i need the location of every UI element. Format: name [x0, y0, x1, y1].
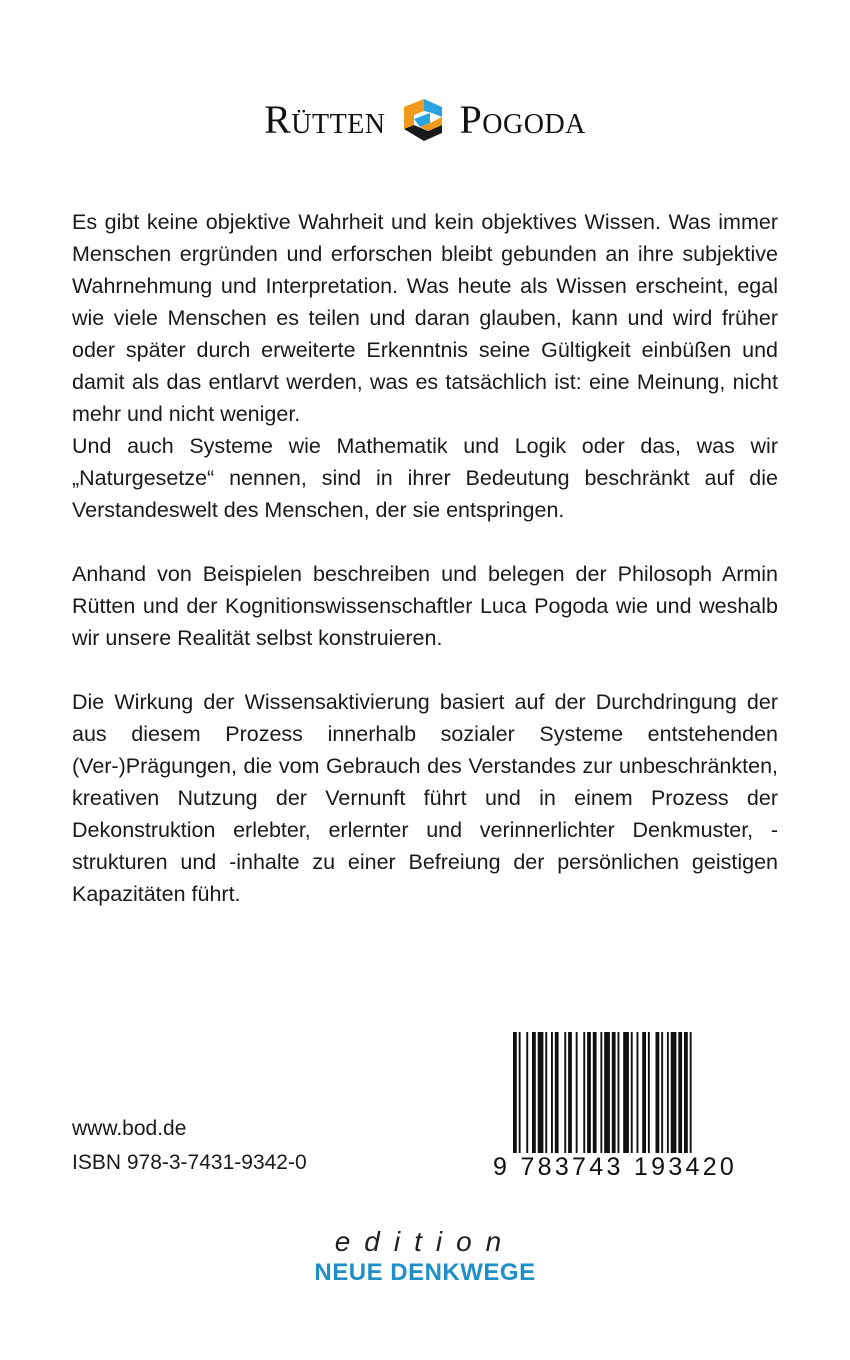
blurb-paragraph-1-part-2: Und auch Systeme wie Mathematik und Logik oder das, was wir „Naturgesetze“ nennen, sind in ihrer Bedeutung beschränkt auf die Verstandeswelt des Menschen, der sie entspringen. — [72, 434, 778, 522]
barcode-bar — [671, 1032, 677, 1154]
barcode-bar — [568, 1032, 572, 1154]
barcode-bar — [532, 1032, 536, 1154]
barcode-bar — [564, 1032, 566, 1154]
edition-word: edition — [334, 1226, 516, 1257]
barcode-bar — [684, 1032, 688, 1154]
barcode-bar — [623, 1032, 629, 1154]
barcode-bar — [612, 1032, 616, 1154]
blurb-paragraph-1-part-1: Es gibt keine objektive Wahrheit und kein objektives Wissen. Was immer Menschen ergründen und erforschen bleibt gebunden an ihre subjektive Wahrnehmung und Interpretation. Was heute als Wissen erscheint, egal wie viele Menschen es teilen und daran glauben, kann und wird früher oder später durch erweiterte Erkenntnis seine Gültigkeit einbüßen und damit als das entlarvt werden, was es tatsächlich ist: eine Meinung, nicht mehr und nicht weniger. — [72, 210, 778, 426]
barcode-bar — [642, 1032, 646, 1154]
barcode-bar — [637, 1032, 639, 1154]
barcode-bar — [587, 1032, 591, 1154]
barcode-bar — [538, 1032, 544, 1154]
cover-header — [0, 96, 850, 143]
barcode-bar — [583, 1032, 585, 1154]
barcode-bar — [661, 1032, 663, 1154]
barcode-bar — [545, 1032, 547, 1154]
barcode-bar — [593, 1032, 597, 1154]
blurb-text — [72, 206, 778, 942]
barcode-bar — [513, 1032, 517, 1154]
publisher-website: www.bod.de — [72, 1117, 187, 1140]
blurb-paragraph-2 — [72, 558, 778, 654]
edition-series-name: NEUE DENKWEGE — [314, 1259, 536, 1286]
barcode-bar — [519, 1032, 521, 1154]
barcode-bar — [604, 1032, 610, 1154]
author-name-pogoda: Pogoda — [459, 97, 586, 142]
edition-mark — [0, 1226, 850, 1288]
barcode-bar — [690, 1032, 692, 1154]
barcode-bar — [631, 1032, 633, 1154]
barcode-digits: 9 783743 193420 — [493, 1153, 738, 1181]
barcode-bar — [600, 1032, 602, 1154]
blurb-paragraph-3-text: Die Wirkung der Wissensaktivierung basiert auf der Durchdringung der aus diesem Prozess innerhalb sozialer Systeme entstehenden (Ver-)Prägungen, die vom Gebrauch des Verstandes zur unbeschränkten, kreativen Nutzung der Vernunft führt und in einem Prozess der Dekonstruktion erlebter, erlernter und verinnerlichter Denkmuster, -strukturen und -inhalte zu einer Befreiung der persönlichen geistigen Kapazitäten führt. — [72, 690, 778, 906]
barcode-bar — [648, 1032, 650, 1154]
blurb-paragraph-1 — [72, 206, 778, 526]
isbn-text: ISBN 978-3-7431-9342-0 — [72, 1151, 307, 1174]
barcode-bar — [576, 1032, 578, 1154]
barcode-bar — [678, 1032, 682, 1154]
blurb-paragraph-3 — [72, 686, 778, 910]
publisher-info — [72, 1112, 307, 1180]
cube-logo-icon — [400, 97, 446, 143]
blurb-paragraph-2-text: Anhand von Beispielen beschreiben und belegen der Philosoph Armin Rütten und der Kognitionswissenschaftler Luca Pogoda wie und weshalb wir unsere Realität selbst konstruieren. — [72, 562, 778, 650]
barcode-bar — [667, 1032, 669, 1154]
author-name-ruetten: Rütten — [264, 97, 386, 142]
barcode-bar — [551, 1032, 553, 1154]
isbn-barcode — [493, 1032, 765, 1180]
barcode-bar — [526, 1032, 528, 1154]
barcode-bar — [618, 1032, 620, 1154]
barcode-bar — [555, 1032, 559, 1154]
barcode-bar — [656, 1032, 660, 1154]
